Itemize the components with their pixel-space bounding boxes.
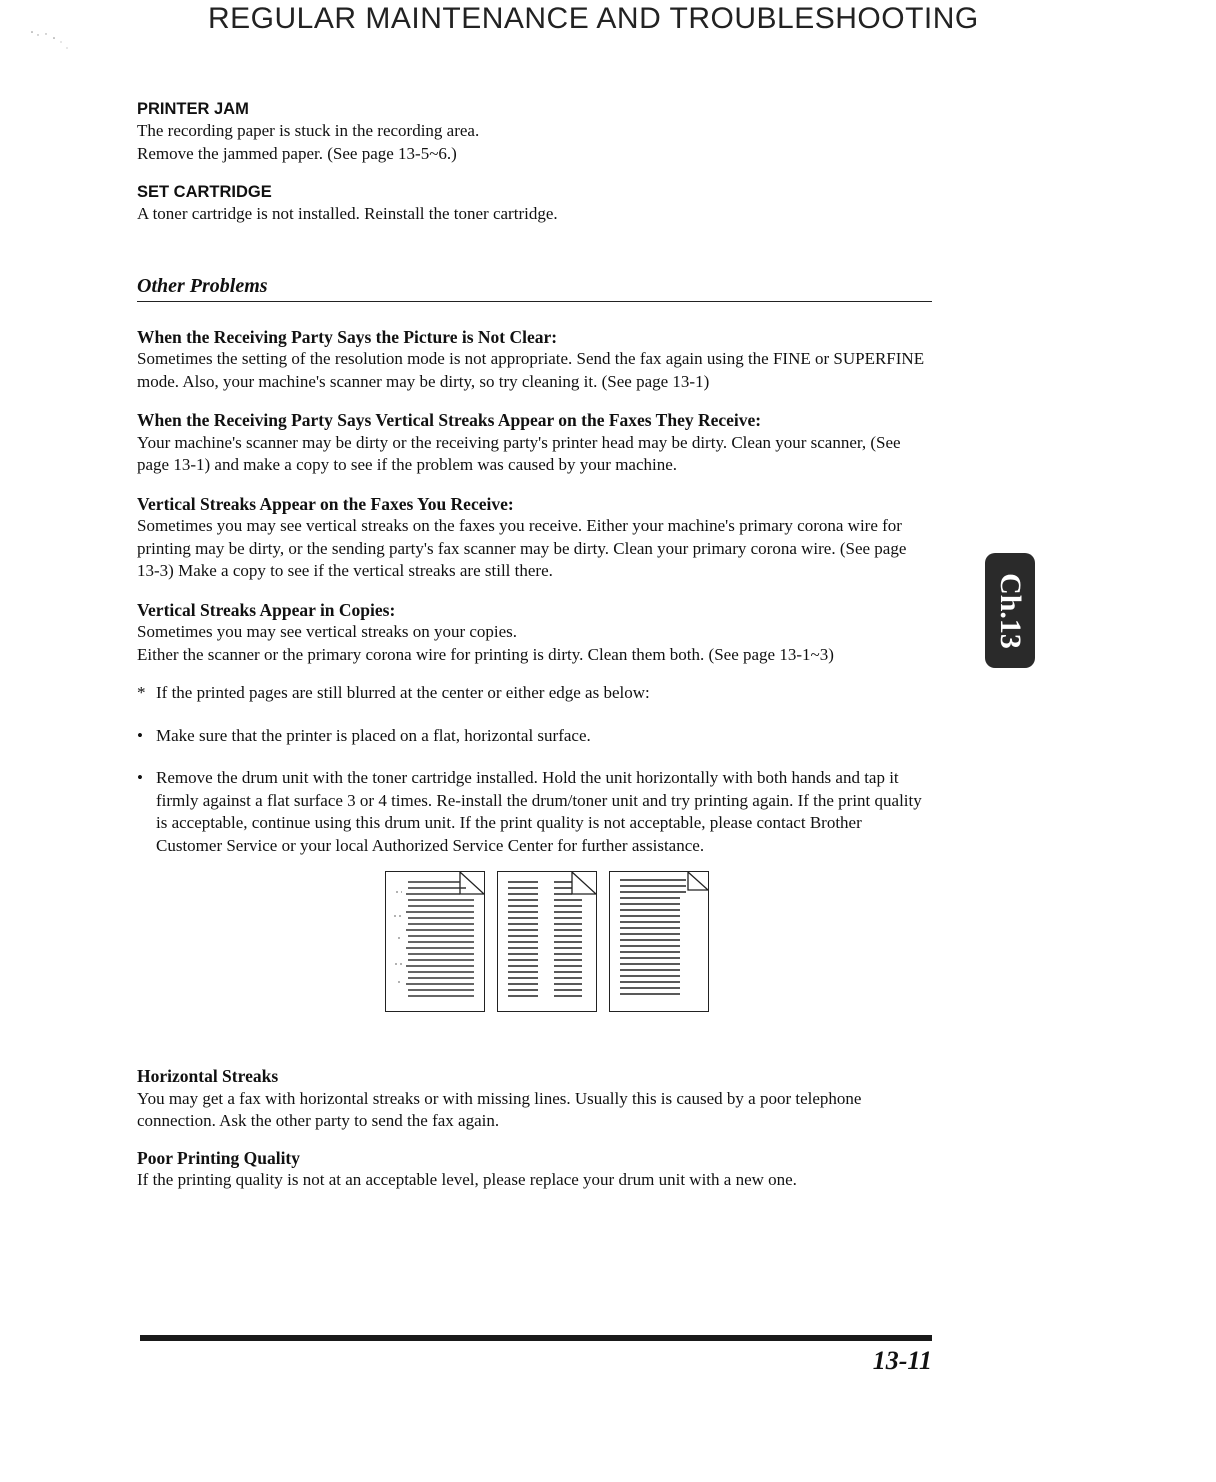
section-title: Other Problems [137,274,932,302]
bullet-dot: • [137,768,143,787]
problem-item [137,326,932,394]
problem-heading: Vertical Streaks Appear in Copies: [137,599,396,620]
problem-item [137,1147,932,1192]
problem-body: Sometimes you may see vertical streaks on the faxes you receive. Either your machine's primary corona wire for printing may be dirty, or the sending party's fax scanner may be dirty. Clean your primary corona wire. (See page 13-3) Make a copy to see if the vertical streaks are still there. [137,516,907,580]
problem-heading: Poor Printing Quality [137,1147,301,1168]
problem-heading: Vertical Streaks Appear on the Faxes You Receive: [137,493,514,514]
error-text-line: The recording paper is stuck in the recording area. [137,121,480,140]
problem-item [137,493,932,583]
error-printer-jam [137,98,932,165]
problem-item [137,599,932,667]
problem-body: Either the scanner or the primary corona wire for printing is dirty. Clean them both. (See page 13-1~3) [137,644,834,664]
problem-body: Your machine's scanner may be dirty or the receiving party's printer head may be dirty. Clean your scanner, (See page 13-1) and make a copy to see if the problem was caused by your machine. [137,432,901,474]
problem-body: Sometimes you may see vertical streaks on your copies. [137,622,518,641]
error-text-line: A toner cartridge is not installed. Reinstall the toner cartridge. [137,204,558,223]
page-number: 13-11 [872,1346,932,1375]
bullet-dot: • [137,725,143,745]
problem-item [137,1065,932,1133]
problem-heading: Horizontal Streaks [137,1066,279,1086]
bullet-item [137,767,932,857]
error-text-line: Remove the jammed paper. (See page 13-5~6.) [137,143,457,163]
clean-page-right [609,871,709,1012]
main-content [137,98,932,1192]
chapter-tab [985,553,1035,668]
blurred-page-center [497,871,597,1012]
chapter-tab-label: Ch.13 [994,572,1027,649]
problem-heading: When the Receiving Party Says the Picture is Not Clear: [137,326,558,347]
problem-item [137,409,932,477]
note-asterisk: * [137,683,146,702]
problem-body: If the printing quality is not at an acceptable level, please replace your drum unit with a new one. [137,1170,797,1189]
bullet-text: Make sure that the printer is placed on a flat, horizontal surface. [156,725,591,745]
bullet-text: Remove the drum unit with the toner cartridge installed. Hold the unit horizontally with both hands and tap it firmly against a flat surface 3 or 4 times. Re-install the drum/toner unit and try printing again. If the print quality is acceptable, continue using this drum unit. If the print quality is not acceptable, please contact Brother Customer Service or your local Authorized Service Center for further assistance. [156,768,922,855]
error-set-cartridge [137,181,932,226]
blurred-page-left-edge [385,871,485,1012]
note-line [137,682,932,705]
error-heading: SET CARTRIDGE [137,183,272,201]
problem-body: Sometimes the setting of the resolution mode is not appropriate. Send the fax again using the FINE or SUPERFINE mode. Also, your machine's scanner may be dirty, so try cleaning it. (See page 13-1) [137,349,925,391]
scan-specks-decoration [28,26,78,56]
note-text: If the printed pages are still blurred at the center or either edge as below: [156,683,650,702]
footer-rule [140,1335,932,1341]
running-head: REGULAR MAINTENANCE AND TROUBLESHOOTING [208,2,979,35]
problem-heading: When the Receiving Party Says Vertical Streaks Appear on the Faxes They Receive: [137,410,762,430]
blur-examples-figure [137,871,932,1043]
error-heading: PRINTER JAM [137,100,249,118]
bullet-item [137,725,932,748]
problem-body: You may get a fax with horizontal streaks or with missing lines. Usually this is caused by a poor telephone connection. Ask the other party to send the fax again. [137,1088,862,1130]
